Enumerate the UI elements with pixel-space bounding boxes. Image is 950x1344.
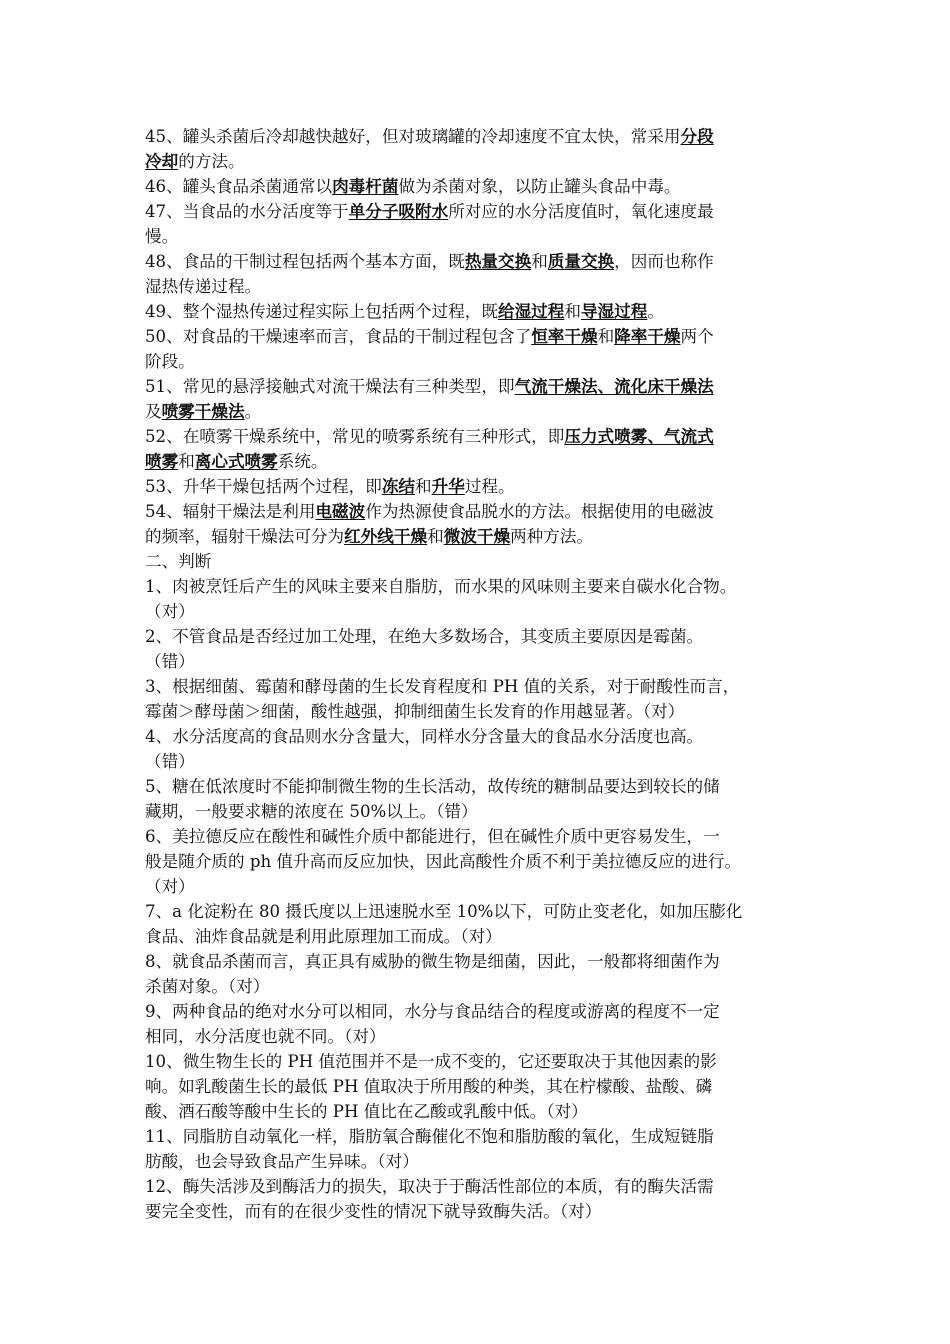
text-segment: 9、两种食品的绝对水分可以相同，水分与食品结合的程度或游离的程度不一定: [145, 1002, 720, 1021]
text-line: [145, 499, 825, 524]
answer-blank: 红外线干燥: [344, 527, 428, 546]
text-segment: 和: [531, 252, 548, 271]
text-segment: （对）: [145, 602, 195, 621]
text-line: [145, 949, 825, 974]
text-line: [145, 199, 825, 224]
text-segment: 的方法。: [178, 152, 245, 171]
text-line: [145, 449, 825, 474]
text-line: [145, 1174, 825, 1199]
text-line: [145, 974, 825, 999]
text-segment: 10、微生物生长的 PH 值范围并不是一成不变的，它还要取决于其他因素的影: [145, 1052, 717, 1071]
text-segment: 系统。: [277, 452, 328, 471]
answer-blank: 冷却: [145, 152, 179, 171]
text-line: [145, 399, 825, 424]
text-line: [145, 474, 825, 499]
text-segment: 慢。: [145, 227, 179, 246]
text-segment: 酸、酒石酸等酸中生长的 PH 值比在乙酸或乳酸中低。（对）: [145, 1102, 588, 1121]
text-line: [145, 624, 825, 649]
text-segment: 50、对食品的干燥速率而言，食品的干制过程包含了: [145, 327, 532, 346]
text-segment: 两个: [680, 327, 714, 346]
text-segment: 响。如乳酸菌生长的最低 PH 值取决于所用酸的种类，其在柠檬酸、盐酸、磷: [145, 1077, 713, 1096]
text-segment: 3、根据细菌、霉菌和酵母菌的生长发育程度和 PH 值的关系，对于耐酸性而言，: [145, 677, 740, 696]
text-segment: 54、辐射干燥法是利用: [145, 502, 316, 521]
text-line: [145, 249, 825, 274]
text-line: [145, 149, 825, 174]
text-line: [145, 774, 825, 799]
answer-blank: 质量交换: [547, 252, 615, 271]
answer-blank: 喷雾: [145, 452, 179, 471]
answer-blank: 喷雾干燥法: [161, 402, 245, 421]
text-segment: 45、罐头杀菌后冷却越快越好，但对玻璃罐的冷却速度不宜太快，常采用: [145, 127, 681, 146]
text-line: [145, 799, 825, 824]
text-segment: 12、酶失活涉及到酶活力的损失，取决于于酶活性部位的本质，有的酶失活需: [145, 1177, 714, 1196]
answer-blank: 恒率干燥: [531, 327, 598, 346]
answer-blank: 冻结: [381, 477, 416, 496]
text-segment: 阶段。: [145, 352, 195, 371]
text-line: [145, 674, 825, 699]
text-segment: 8、就食品杀菌而言，真正具有威胁的微生物是细菌，因此，一般都将细菌作为: [145, 952, 720, 971]
text-line: [145, 299, 825, 324]
text-segment: 和: [564, 302, 581, 321]
text-segment: 和: [178, 452, 195, 471]
text-segment: 和: [415, 477, 432, 496]
text-line: [145, 549, 825, 574]
answer-blank: 升华: [431, 477, 465, 496]
answer-blank: 分段: [680, 127, 714, 146]
text-segment: 霉菌＞酵母菌＞细菌，酸性越强，抑制细菌生长发育的作用越显著。（对）: [145, 702, 685, 721]
text-segment: 做为杀菌对象，以防止罐头食品中毒。: [398, 177, 681, 196]
text-line: [145, 874, 825, 899]
text-segment: 湿热传递过程。: [145, 277, 262, 296]
text-line: [145, 349, 825, 374]
text-segment: 2、不管食品是否经过加工处理，在绝大多数场合，其变质主要原因是霉菌。: [145, 627, 704, 646]
text-segment: 二、判断: [145, 552, 212, 571]
answer-blank: 给湿过程: [498, 302, 565, 321]
text-line: [145, 699, 825, 724]
text-segment: 48、食品的干制过程包括两个基本方面，既: [145, 252, 465, 271]
text-segment: 11、同脂肪自动氧化一样，脂肪氧合酶催化不饱和脂肪酸的氧化，生成短链脂: [145, 1127, 714, 1146]
text-line: [145, 374, 825, 399]
text-segment: 过程。: [464, 477, 515, 496]
answer-blank: 肉毒杆菌: [332, 177, 399, 196]
text-segment: 所对应的水分活度值时，氧化速度最: [448, 202, 714, 221]
text-segment: 般是随介质的 ph 值升高而反应加快，因此高酸性介质不利于美拉德反应的进行。: [145, 852, 742, 871]
text-segment: 和: [427, 527, 444, 546]
text-segment: 4、水分活度高的食品则水分含量大，同样水分含量大的食品水分活度也高。: [145, 727, 704, 746]
text-segment: 藏期，一般要求糖的浓度在 50%以上。（错）: [145, 802, 478, 821]
text-segment: 5、糖在低浓度时不能抑制微生物的生长活动，故传统的糖制品要达到较长的储: [145, 777, 720, 796]
text-line: [145, 749, 825, 774]
text-line: [145, 224, 825, 249]
text-segment: 杀菌对象。（对）: [145, 977, 270, 996]
text-segment: 两种方法。: [510, 527, 594, 546]
text-line: [145, 424, 825, 449]
text-line: [145, 324, 825, 349]
text-line: [145, 1199, 825, 1224]
text-line: [145, 1149, 825, 1174]
text-line: [145, 649, 825, 674]
text-line: [145, 524, 825, 549]
text-line: [145, 574, 825, 599]
text-line: [145, 124, 825, 149]
text-segment: 47、当食品的水分活度等于: [145, 202, 349, 221]
text-segment: 的频率，辐射干燥法可分为: [145, 527, 345, 546]
answer-blank: 热量交换: [464, 252, 532, 271]
answer-blank: 降率干燥: [614, 327, 681, 346]
text-segment: 和: [597, 327, 615, 346]
text-segment: 作为热源使食品脱水的方法。根据使用的电磁波: [365, 502, 714, 521]
text-segment: （对）: [145, 877, 195, 896]
text-line: [145, 849, 825, 874]
text-line: [145, 599, 825, 624]
text-line: [145, 724, 825, 749]
text-line: [145, 274, 825, 299]
text-segment: 46、罐头食品杀菌通常以: [145, 177, 333, 196]
text-segment: 1、肉被烹饪后产生的风味主要来自脂肪，而水果的风味则主要来自碳水化合物。: [145, 577, 737, 596]
text-segment: 要完全变性，而有的在很少变性的情况下就导致酶失活。（对）: [145, 1202, 602, 1221]
answer-blank: 导湿过程: [580, 302, 648, 321]
text-segment: 49、整个湿热传递过程实际上包括两个过程，既: [145, 302, 498, 321]
answer-blank: 微波干燥: [443, 527, 511, 546]
answer-blank: 单分子吸附水: [348, 202, 449, 221]
text-segment: 7、a 化淀粉在 80 摄氏度以上迅速脱水至 10%以下，可防止变老化，如加压膨化: [145, 902, 743, 921]
text-segment: （错）: [145, 752, 195, 771]
text-line: [145, 999, 825, 1024]
text-line: [145, 1049, 825, 1074]
text-line: [145, 824, 825, 849]
text-line: [145, 924, 825, 949]
text-segment: 。: [244, 402, 262, 421]
answer-blank: 压力式喷雾、气流式: [564, 427, 714, 446]
text-segment: ，因而也称作: [614, 252, 714, 271]
text-segment: 53、升华干燥包括两个过程，即: [145, 477, 382, 496]
answer-blank: 气流干燥法、流化床干燥法: [514, 377, 714, 396]
text-segment: 6、美拉德反应在酸性和碱性介质中都能进行，但在碱性介质中更容易发生，一: [145, 827, 720, 846]
text-segment: 51、常见的悬浮接触式对流干燥法有三种类型，即: [145, 377, 515, 396]
text-segment: 肪酸，也会导致食品产生异味。（对）: [145, 1152, 419, 1171]
text-segment: 食品、油炸食品就是利用此原理加工而成。（对）: [145, 927, 502, 946]
text-segment: 52、在喷雾干燥系统中，常见的喷雾系统有三种形式，即: [145, 427, 565, 446]
answer-blank: 离心式喷雾: [194, 452, 278, 471]
text-line: [145, 1024, 825, 1049]
text-segment: 。: [647, 302, 664, 321]
text-line: [145, 1124, 825, 1149]
text-segment: 及: [145, 402, 162, 421]
text-segment: 相同，水分活度也就不同。（对）: [145, 1027, 386, 1046]
text-line: [145, 899, 825, 924]
document-body: [145, 124, 825, 1224]
answer-blank: 电磁波: [315, 502, 366, 521]
text-segment: （错）: [145, 652, 195, 671]
text-line: [145, 1099, 825, 1124]
text-line: [145, 1074, 825, 1099]
text-line: [145, 174, 825, 199]
